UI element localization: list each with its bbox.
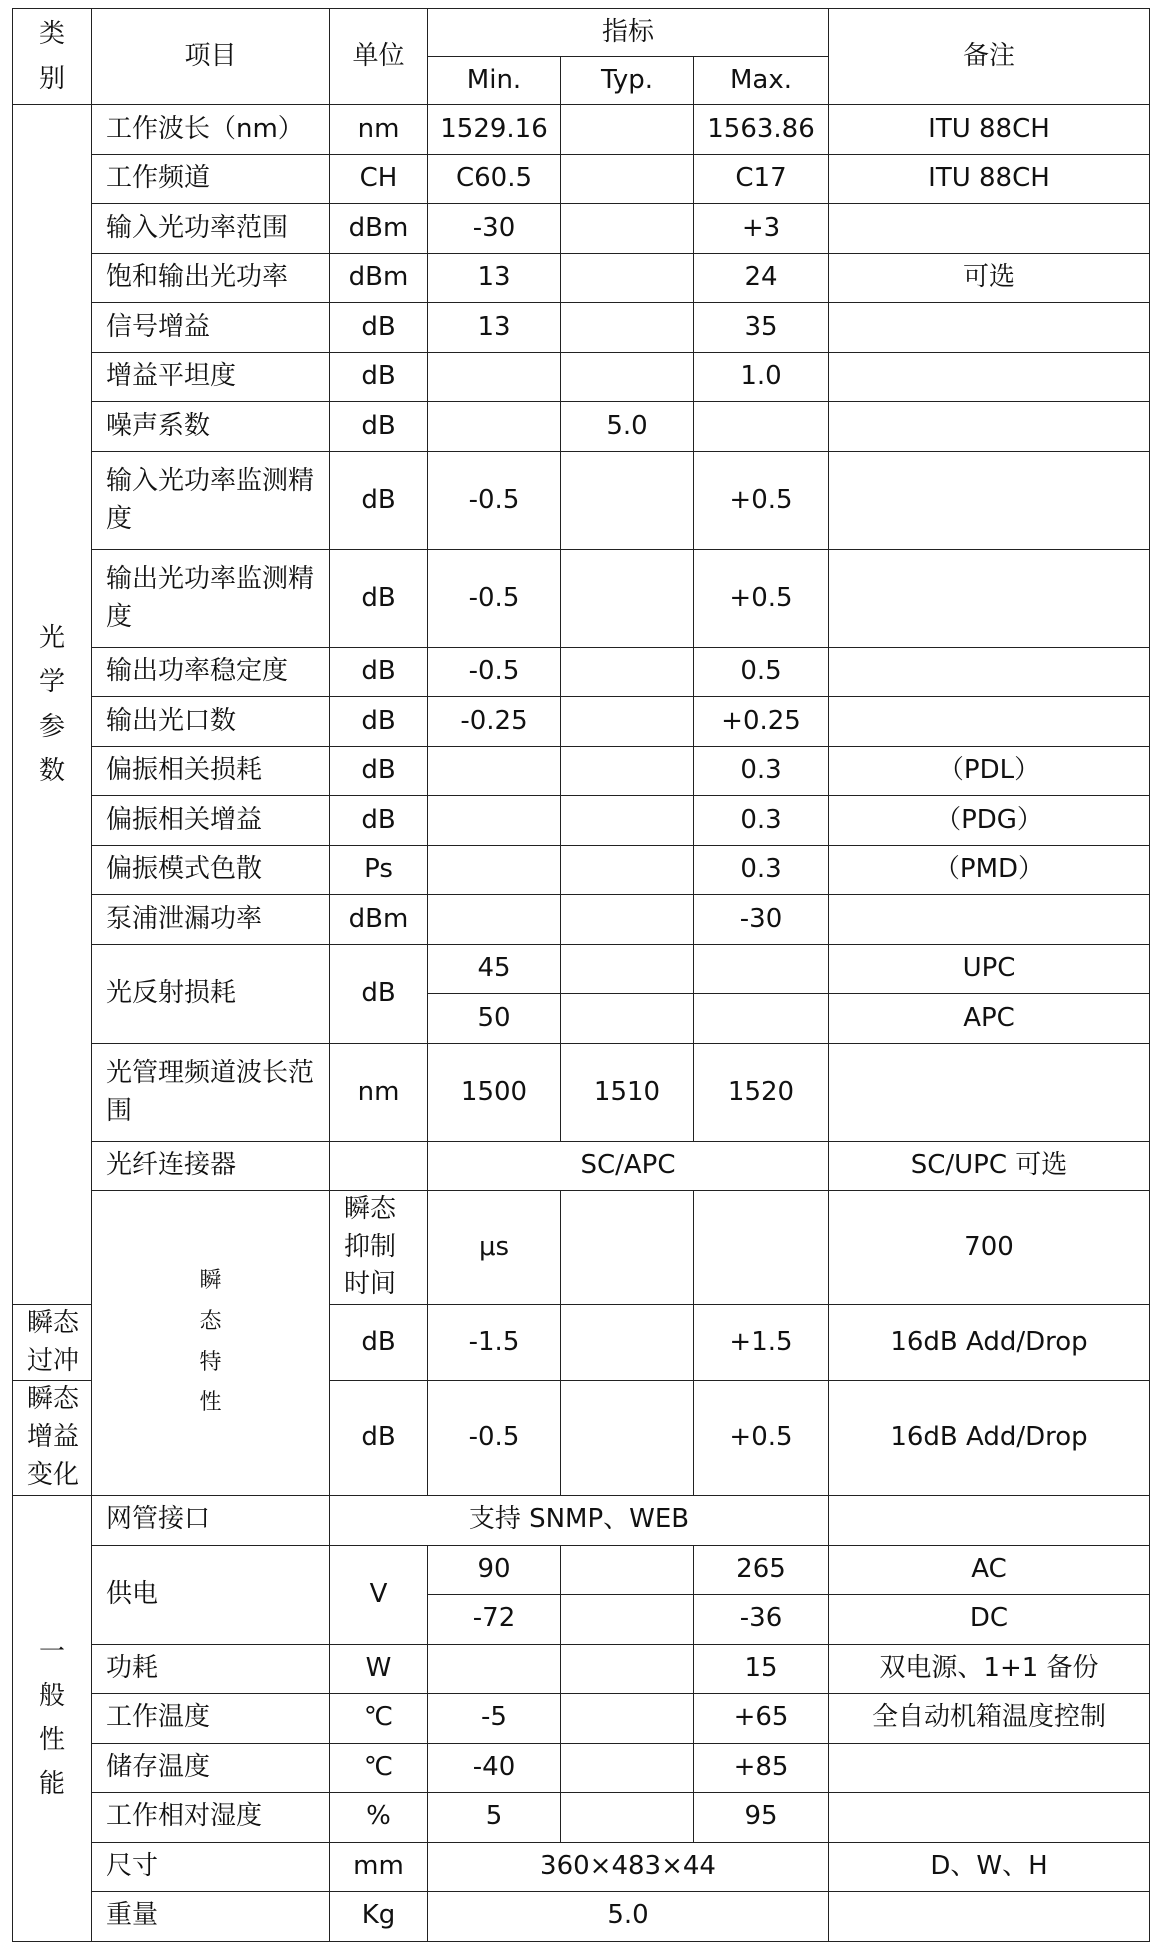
table-row <box>13 402 1150 452</box>
cell-unit: ℃ <box>330 1743 428 1792</box>
cell-remark: UPC <box>829 945 1150 994</box>
cell-max <box>694 402 829 452</box>
cell-max <box>694 945 829 994</box>
table-row <box>13 155 1150 204</box>
cell-min: -0.5 <box>428 550 561 648</box>
cell-typ <box>561 747 694 796</box>
table-row <box>13 353 1150 402</box>
cell-typ <box>561 1305 694 1381</box>
cell-min: -40 <box>428 1743 561 1792</box>
cell-unit: nm <box>330 105 428 155</box>
cell-unit: Ps <box>330 846 428 895</box>
cell-unit: dBm <box>330 204 428 254</box>
cell-unit: dB <box>330 303 428 353</box>
cell-min: 90 <box>428 1545 561 1594</box>
cell-remark <box>829 550 1150 648</box>
cell-min: 13 <box>428 254 561 303</box>
table-row <box>13 796 1150 846</box>
table-row <box>13 1693 1150 1743</box>
category-optical: 光学参数 <box>13 105 92 1305</box>
cell-item: 供电 <box>92 1545 330 1644</box>
cell-min <box>428 895 561 945</box>
cell-min <box>428 402 561 452</box>
cell-remark: ITU 88CH <box>829 155 1150 204</box>
cell-max: 35 <box>694 303 829 353</box>
cell-typ <box>561 303 694 353</box>
cell-typ <box>561 550 694 648</box>
cell-value-merged: SC/APC <box>428 1142 829 1191</box>
cell-typ <box>561 796 694 846</box>
cell-item: 输出光功率监测精度 <box>92 550 330 648</box>
cell-remark: APC <box>829 994 1150 1044</box>
cell-unit <box>330 1142 428 1191</box>
cell-item: 偏振相关增益 <box>92 796 330 846</box>
cell-remark <box>829 402 1150 452</box>
cell-remark <box>829 353 1150 402</box>
cell-typ: 5.0 <box>561 402 694 452</box>
cell-unit: dB <box>330 402 428 452</box>
cell-item: 瞬态过冲 <box>13 1305 92 1381</box>
cell-remark: ITU 88CH <box>829 105 1150 155</box>
cell-typ <box>561 155 694 204</box>
cell-max: +0.5 <box>694 1381 829 1495</box>
header-unit: 单位 <box>330 9 428 105</box>
cell-max: +0.5 <box>694 550 829 648</box>
cell-typ <box>561 1545 694 1594</box>
cell-item: 尺寸 <box>92 1842 330 1891</box>
cell-remark: （PDG） <box>829 796 1150 846</box>
cell-item: 瞬态抑制时间 <box>330 1191 428 1305</box>
table-row <box>13 648 1150 697</box>
cell-item: 偏振模式色散 <box>92 846 330 895</box>
cell-value-merged: 360×483×44 <box>428 1842 829 1891</box>
cell-typ <box>561 254 694 303</box>
cell-min: 13 <box>428 303 561 353</box>
table-row <box>13 846 1150 895</box>
cell-item: 噪声系数 <box>92 402 330 452</box>
cell-item: 输入光功率范围 <box>92 204 330 254</box>
header-index: 指标 <box>428 9 829 57</box>
cell-remark <box>829 204 1150 254</box>
table-row <box>13 1044 1150 1142</box>
cell-min <box>428 796 561 846</box>
category-transient: 瞬态特性 <box>92 1191 330 1496</box>
table-row <box>13 1545 1150 1594</box>
cell-typ <box>561 452 694 550</box>
table-row <box>13 747 1150 796</box>
cell-unit: dB <box>330 697 428 747</box>
table-row <box>13 1842 1150 1891</box>
cell-min <box>428 353 561 402</box>
header-category: 类别 <box>13 9 92 105</box>
cell-max: C17 <box>694 155 829 204</box>
cell-unit: dB <box>330 550 428 648</box>
cell-typ <box>561 1381 694 1495</box>
cell-item: 储存温度 <box>92 1743 330 1792</box>
table-row <box>13 1743 1150 1792</box>
table-row <box>13 452 1150 550</box>
table-row <box>13 1792 1150 1842</box>
cell-typ <box>561 353 694 402</box>
cell-min: -0.5 <box>428 1381 561 1495</box>
cell-max: 265 <box>694 1545 829 1594</box>
cell-min: 45 <box>428 945 561 994</box>
cell-min: -72 <box>428 1594 561 1644</box>
table-row <box>13 945 1150 994</box>
cell-typ: 1510 <box>561 1044 694 1142</box>
cell-max: 0.3 <box>694 796 829 846</box>
cell-remark <box>829 1495 1150 1545</box>
cell-remark: 16dB Add/Drop <box>829 1305 1150 1381</box>
cell-max: 15 <box>694 1644 829 1693</box>
cell-remark: 16dB Add/Drop <box>829 1381 1150 1495</box>
cell-typ <box>561 945 694 994</box>
cell-max: 24 <box>694 254 829 303</box>
cell-typ <box>561 994 694 1044</box>
cell-item: 光管理频道波长范围 <box>92 1044 330 1142</box>
header-item: 项目 <box>92 9 330 105</box>
cell-typ <box>694 1191 829 1305</box>
cell-unit: dB <box>330 353 428 402</box>
cell-item: 工作相对湿度 <box>92 1792 330 1842</box>
cell-unit: dBm <box>330 895 428 945</box>
cell-unit: dB <box>330 747 428 796</box>
cell-remark <box>829 1044 1150 1142</box>
header-row <box>13 9 1150 57</box>
cell-item: 工作波长（nm） <box>92 105 330 155</box>
cell-item: 偏振相关损耗 <box>92 747 330 796</box>
cell-remark: 可选 <box>829 254 1150 303</box>
cell-unit: nm <box>330 1044 428 1142</box>
cell-remark <box>829 1743 1150 1792</box>
cell-remark <box>829 1891 1150 1941</box>
cell-item: 泵浦泄漏功率 <box>92 895 330 945</box>
cell-remark <box>829 1792 1150 1842</box>
cell-remark <box>829 697 1150 747</box>
cell-min: 5 <box>428 1792 561 1842</box>
cell-unit: dB <box>330 945 428 1044</box>
cell-remark: SC/UPC 可选 <box>829 1142 1150 1191</box>
cell-unit: dB <box>330 1381 428 1495</box>
cell-max: -36 <box>694 1594 829 1644</box>
cell-min: 1500 <box>428 1044 561 1142</box>
cell-max: 0.3 <box>694 846 829 895</box>
table-row <box>13 254 1150 303</box>
cell-min <box>428 1644 561 1693</box>
cell-unit: Kg <box>330 1891 428 1941</box>
cell-max: 0.5 <box>694 648 829 697</box>
cell-typ <box>561 1594 694 1644</box>
cell-item: 信号增益 <box>92 303 330 353</box>
cell-item: 重量 <box>92 1891 330 1941</box>
cell-typ <box>561 1743 694 1792</box>
cell-typ <box>561 648 694 697</box>
cell-max: +65 <box>694 1693 829 1743</box>
cell-item: 瞬态增益变化 <box>13 1381 92 1495</box>
cell-unit: dB <box>330 1305 428 1381</box>
header-typ: Typ. <box>561 57 694 105</box>
cell-typ <box>561 105 694 155</box>
cell-remark: AC <box>829 1545 1150 1594</box>
cell-max: +1.5 <box>694 1305 829 1381</box>
cell-remark <box>829 895 1150 945</box>
table-row <box>13 1191 1150 1305</box>
cell-item: 光反射损耗 <box>92 945 330 1044</box>
cell-min: -0.5 <box>428 452 561 550</box>
cell-remark: DC <box>829 1594 1150 1644</box>
cell-max: +85 <box>694 1743 829 1792</box>
table-row <box>13 1644 1150 1693</box>
table-row <box>13 1495 1150 1545</box>
table-row <box>13 1891 1150 1941</box>
cell-unit: % <box>330 1792 428 1842</box>
cell-max <box>694 994 829 1044</box>
cell-remark <box>829 648 1150 697</box>
cell-typ <box>561 1644 694 1693</box>
table-row <box>13 1142 1150 1191</box>
cell-typ <box>561 1693 694 1743</box>
spec-table <box>12 8 1150 1942</box>
cell-typ <box>561 697 694 747</box>
cell-item: 输出功率稳定度 <box>92 648 330 697</box>
cell-remark: 全自动机箱温度控制 <box>829 1693 1150 1743</box>
cell-unit: V <box>330 1545 428 1644</box>
cell-min: -5 <box>428 1693 561 1743</box>
cell-unit: dB <box>330 452 428 550</box>
cell-remark: （PDL） <box>829 747 1150 796</box>
cell-min <box>428 747 561 796</box>
cell-item: 网管接口 <box>92 1495 330 1545</box>
cell-item: 输出光口数 <box>92 697 330 747</box>
cell-item: 增益平坦度 <box>92 353 330 402</box>
header-min: Min. <box>428 57 561 105</box>
cell-max: 1563.86 <box>694 105 829 155</box>
cell-min: -0.25 <box>428 697 561 747</box>
cell-unit: CH <box>330 155 428 204</box>
table-row <box>13 204 1150 254</box>
cell-remark: （PMD） <box>829 846 1150 895</box>
cell-item: 饱和输出光功率 <box>92 254 330 303</box>
cell-typ <box>561 846 694 895</box>
cell-typ <box>561 1792 694 1842</box>
cell-max: 1520 <box>694 1044 829 1142</box>
cell-min: -0.5 <box>428 648 561 697</box>
cell-unit: ℃ <box>330 1693 428 1743</box>
cell-max: 700 <box>829 1191 1150 1305</box>
cell-unit: dB <box>330 796 428 846</box>
cell-item: 工作温度 <box>92 1693 330 1743</box>
header-remark: 备注 <box>829 9 1150 105</box>
table-row <box>13 895 1150 945</box>
cell-remark <box>829 303 1150 353</box>
cell-max: +0.25 <box>694 697 829 747</box>
cell-max: 1.0 <box>694 353 829 402</box>
table-row <box>13 550 1150 648</box>
cell-item: 工作频道 <box>92 155 330 204</box>
cell-unit: W <box>330 1644 428 1693</box>
cell-value-merged: 支持 SNMP、WEB <box>330 1495 829 1545</box>
cell-min: C60.5 <box>428 155 561 204</box>
cell-unit: μs <box>428 1191 561 1305</box>
cell-unit: mm <box>330 1842 428 1891</box>
cell-max: -30 <box>694 895 829 945</box>
cell-unit: dBm <box>330 254 428 303</box>
cell-item: 功耗 <box>92 1644 330 1693</box>
table-row <box>13 303 1150 353</box>
cell-remark: 双电源、1+1 备份 <box>829 1644 1150 1693</box>
cell-max: +0.5 <box>694 452 829 550</box>
cell-min: -30 <box>428 204 561 254</box>
cell-max: +3 <box>694 204 829 254</box>
cell-min: 1529.16 <box>428 105 561 155</box>
table-row <box>13 105 1150 155</box>
cell-remark <box>829 452 1150 550</box>
cell-item: 输入光功率监测精度 <box>92 452 330 550</box>
cell-value-merged: 5.0 <box>428 1891 829 1941</box>
cell-min <box>428 846 561 895</box>
category-general: 一般性能 <box>13 1495 92 1941</box>
table-row <box>13 697 1150 747</box>
cell-unit: dB <box>330 648 428 697</box>
cell-remark: D、W、H <box>829 1842 1150 1891</box>
cell-min: 50 <box>428 994 561 1044</box>
header-max: Max. <box>694 57 829 105</box>
cell-typ <box>561 895 694 945</box>
cell-item: 光纤连接器 <box>92 1142 330 1191</box>
cell-min <box>561 1191 694 1305</box>
cell-min: -1.5 <box>428 1305 561 1381</box>
cell-typ <box>561 204 694 254</box>
cell-max: 95 <box>694 1792 829 1842</box>
cell-max: 0.3 <box>694 747 829 796</box>
